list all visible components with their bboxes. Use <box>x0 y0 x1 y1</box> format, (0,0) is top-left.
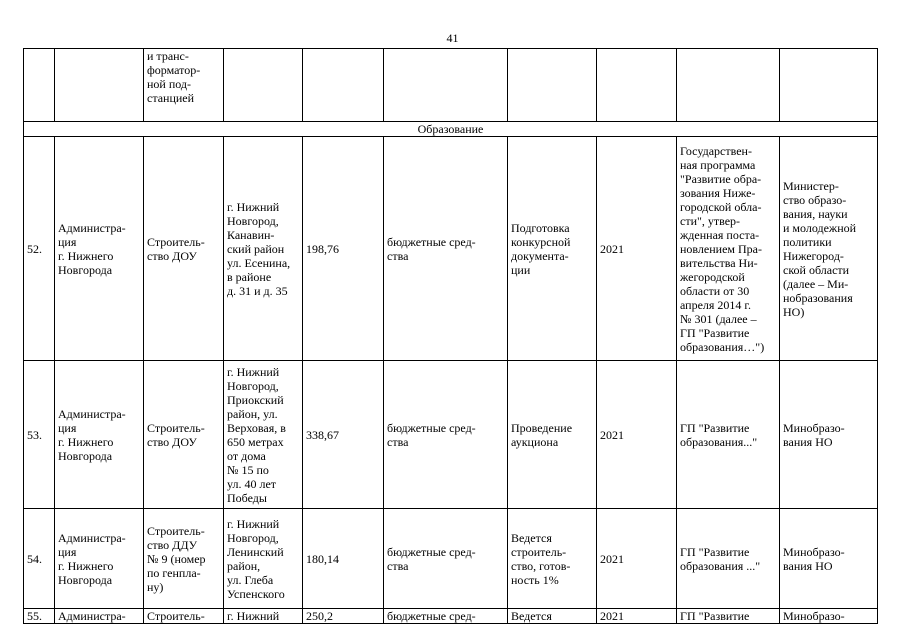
cell-executor: Минобразо- <box>780 609 878 624</box>
cell-object: Строитель- <box>144 609 224 624</box>
cell-object: Строитель- ство ДОУ <box>144 361 224 509</box>
cell-year: 2021 <box>597 609 677 624</box>
cell-program: ГП "Развитие образования ..." <box>677 509 780 609</box>
cell-cost <box>303 49 384 122</box>
cell-num <box>24 49 55 122</box>
cell-year: 2021 <box>597 509 677 609</box>
cell-funding <box>384 49 508 122</box>
cell-cost: 250,2 <box>303 609 384 624</box>
table-row <box>24 609 878 624</box>
cell-address: г. Нижний <box>224 609 303 624</box>
cell-num: 54. <box>24 509 55 609</box>
cell-object: и транс- форматор- ной под- станцией <box>144 49 224 122</box>
cell-customer: Администра- <box>55 609 144 624</box>
cell-address <box>224 49 303 122</box>
cell-program: Государствен- ная программа "Развитие обра- зования Ниже- городской обла- сти", утвер- жденная поста- новлением Пра- вительства Ни- жегородской области от 30 апреля 2014 г. № 301 (далее – ГП "Развитие образования…") <box>677 137 780 361</box>
cell-executor <box>780 49 878 122</box>
table-row <box>24 509 878 609</box>
table-row <box>24 361 878 509</box>
cell-year <box>597 49 677 122</box>
cell-address: г. Нижний Новгород, Приокский район, ул. Верховая, в 650 метрах от дома № 15 по ул. 40 лет Победы <box>224 361 303 509</box>
cell-executor: Минобразо- вания НО <box>780 361 878 509</box>
section-header-row <box>24 122 878 137</box>
page-number: 41 <box>446 31 459 45</box>
cell-address: г. Нижний Новгород, Ленинский район, ул. Глеба Успенского <box>224 509 303 609</box>
cell-customer: Администра- ция г. Нижнего Новгорода <box>55 361 144 509</box>
cell-object: Строитель- ство ДДУ № 9 (номер по генпла- ну) <box>144 509 224 609</box>
cell-funding: бюджетные сред- <box>384 609 508 624</box>
cell-customer: Администра- ция г. Нижнего Новгорода <box>55 137 144 361</box>
cell-status: Подготовка конкурсной документа- ции <box>508 137 597 361</box>
table-row-continuation <box>24 49 878 122</box>
cell-funding: бюджетные сред- ства <box>384 361 508 509</box>
investment-projects-table <box>23 48 878 624</box>
cell-funding: бюджетные сред- ства <box>384 509 508 609</box>
table-row <box>24 137 878 361</box>
cell-num: 55. <box>24 609 55 624</box>
cell-status <box>508 49 597 122</box>
cell-status: Ведется <box>508 609 597 624</box>
cell-customer <box>55 49 144 122</box>
cell-cost: 338,67 <box>303 361 384 509</box>
cell-num: 53. <box>24 361 55 509</box>
cell-executor: Минобразо- вания НО <box>780 509 878 609</box>
cell-object: Строитель- ство ДОУ <box>144 137 224 361</box>
cell-program <box>677 49 780 122</box>
cell-address: г. Нижний Новгород, Канавин- ский район ул. Есенина, в районе д. 31 и д. 35 <box>224 137 303 361</box>
section-title: Образование <box>24 122 878 137</box>
cell-customer: Администра- ция г. Нижнего Новгорода <box>55 509 144 609</box>
cell-executor: Министер- ство образо- вания, науки и молодежной политики Нижегород- ской области (далее – Ми- нобразования НО) <box>780 137 878 361</box>
cell-cost: 198,76 <box>303 137 384 361</box>
cell-status: Проведение аукциона <box>508 361 597 509</box>
cell-funding: бюджетные сред- ства <box>384 137 508 361</box>
cell-num: 52. <box>24 137 55 361</box>
cell-year: 2021 <box>597 361 677 509</box>
cell-program: ГП "Развитие образования..." <box>677 361 780 509</box>
cell-status: Ведется строитель- ство, готов- ность 1% <box>508 509 597 609</box>
cell-year: 2021 <box>597 137 677 361</box>
cell-program: ГП "Развитие <box>677 609 780 624</box>
cell-cost: 180,14 <box>303 509 384 609</box>
